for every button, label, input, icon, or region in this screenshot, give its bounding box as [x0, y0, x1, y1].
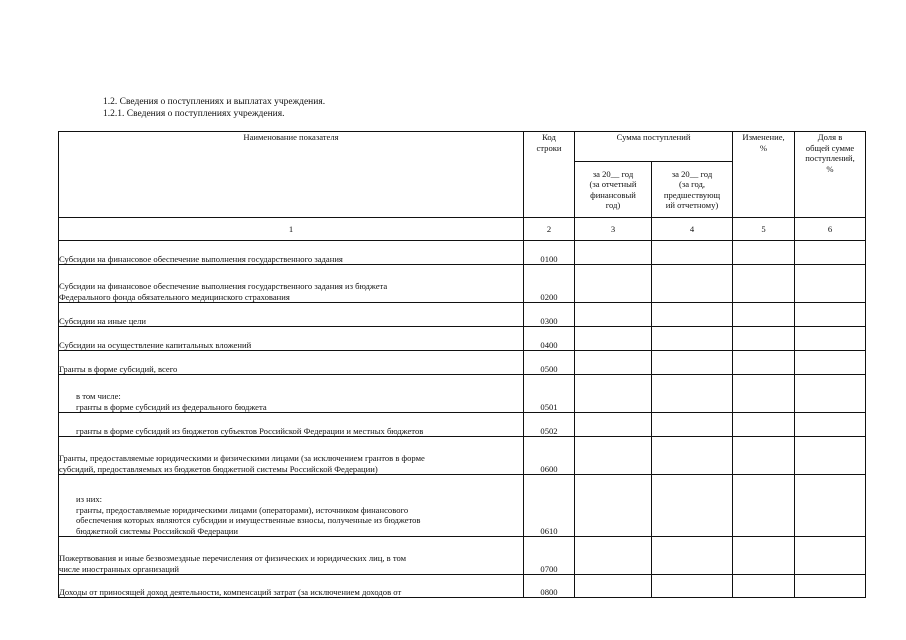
table-row [59, 537, 866, 575]
cell-share [795, 437, 866, 475]
header-share-percent: Доля в общей сумме поступлений, % [795, 132, 866, 218]
line-code: 0501 [524, 375, 575, 413]
indicator-name: из них: гранты, предоставляемые юридическими лицами (операторами), источником финансового обеспечения которых являются субсидии и имущественные взносы, полученные из бюджетов бюджетной системы Российской Федерации [59, 475, 524, 537]
table-row [59, 475, 866, 537]
receipts-table [58, 131, 866, 598]
cell-sum-previous [652, 537, 733, 575]
table-row [59, 413, 866, 437]
line-code: 0800 [524, 575, 575, 598]
cell-sum-current [575, 351, 652, 375]
header-sum-current-year: за 20__ год (за отчетный финансовый год) [575, 162, 652, 218]
cell-sum-current [575, 327, 652, 351]
section-heading-1-2-1: 1.2.1. Сведения о поступлениях учреждения. [103, 109, 285, 119]
line-code: 0600 [524, 437, 575, 475]
header-sum-previous-year: за 20__ год (за год, предшествующ ий отчетному) [652, 162, 733, 218]
cell-change [733, 413, 795, 437]
cell-sum-current [575, 575, 652, 598]
column-number: 1 [59, 218, 524, 241]
cell-share [795, 303, 866, 327]
cell-share [795, 241, 866, 265]
cell-sum-previous [652, 437, 733, 475]
indicator-name: в том числе: гранты в форме субсидий из федерального бюджета [59, 375, 524, 413]
table-row [59, 351, 866, 375]
cell-change [733, 375, 795, 413]
indicator-name: Пожертвования и иные безвозмездные перечисления от физических и юридических лиц, в том числе иностранных организаций [59, 537, 524, 575]
section-heading-1-2: 1.2. Сведения о поступлениях и выплатах учреждения. [103, 97, 326, 107]
column-number: 3 [575, 218, 652, 241]
line-code: 0502 [524, 413, 575, 437]
table-row [59, 327, 866, 351]
cell-sum-current [575, 537, 652, 575]
cell-sum-previous [652, 265, 733, 303]
indicator-name: Доходы от приносящей доход деятельности, компенсаций затрат (за исключением доходов от [59, 575, 524, 598]
cell-sum-previous [652, 327, 733, 351]
cell-sum-current [575, 303, 652, 327]
column-number-row [59, 218, 866, 241]
line-code: 0500 [524, 351, 575, 375]
receipts-table-body [59, 241, 866, 598]
table-row [59, 575, 866, 598]
cell-share [795, 575, 866, 598]
cell-sum-current [575, 413, 652, 437]
cell-sum-previous [652, 303, 733, 327]
column-number: 4 [652, 218, 733, 241]
cell-change [733, 537, 795, 575]
cell-sum-previous [652, 475, 733, 537]
column-number: 6 [795, 218, 866, 241]
indicator-name: гранты в форме субсидий из бюджетов субъектов Российской Федерации и местных бюджетов [59, 413, 524, 437]
indicator-name: Субсидии на осуществление капитальных вложений [59, 327, 524, 351]
table-row [59, 375, 866, 413]
cell-sum-previous [652, 413, 733, 437]
cell-share [795, 351, 866, 375]
cell-change [733, 241, 795, 265]
line-code: 0300 [524, 303, 575, 327]
column-number: 5 [733, 218, 795, 241]
line-code: 0200 [524, 265, 575, 303]
indicator-name: Субсидии на иные цели [59, 303, 524, 327]
header-line-code: Код строки [524, 132, 575, 218]
indicator-name: Гранты, предоставляемые юридическими и физическими лицами (за исключением грантов в форме субсидий, предоставляемых из бюджетов бюджетной системы Российской Федерации) [59, 437, 524, 475]
cell-sum-previous [652, 375, 733, 413]
cell-sum-current [575, 437, 652, 475]
table-row [59, 303, 866, 327]
line-code: 0100 [524, 241, 575, 265]
table-row [59, 241, 866, 265]
indicator-name: Гранты в форме субсидий, всего [59, 351, 524, 375]
cell-change [733, 327, 795, 351]
indicator-name: Субсидии на финансовое обеспечение выполнения государственного задания из бюджета Федерального фонда обязательного медицинского страхования [59, 265, 524, 303]
cell-sum-current [575, 375, 652, 413]
indicator-name: Субсидии на финансовое обеспечение выполнения государственного задания [59, 241, 524, 265]
cell-share [795, 537, 866, 575]
cell-sum-previous [652, 241, 733, 265]
cell-sum-previous [652, 351, 733, 375]
table-row [59, 437, 866, 475]
cell-share [795, 413, 866, 437]
header-change-percent: Изменение, % [733, 132, 795, 218]
cell-sum-previous [652, 575, 733, 598]
cell-change [733, 475, 795, 537]
cell-sum-current [575, 241, 652, 265]
cell-sum-current [575, 475, 652, 537]
header-receipts-sum: Сумма поступлений [575, 132, 733, 162]
cell-change [733, 265, 795, 303]
cell-change [733, 351, 795, 375]
cell-change [733, 303, 795, 327]
column-number: 2 [524, 218, 575, 241]
cell-sum-current [575, 265, 652, 303]
line-code: 0700 [524, 537, 575, 575]
cell-share [795, 327, 866, 351]
cell-change [733, 437, 795, 475]
cell-share [795, 265, 866, 303]
line-code: 0610 [524, 475, 575, 537]
cell-share [795, 375, 866, 413]
line-code: 0400 [524, 327, 575, 351]
cell-change [733, 575, 795, 598]
header-indicator-name: Наименование показателя [59, 132, 524, 218]
table-row [59, 265, 866, 303]
cell-share [795, 475, 866, 537]
